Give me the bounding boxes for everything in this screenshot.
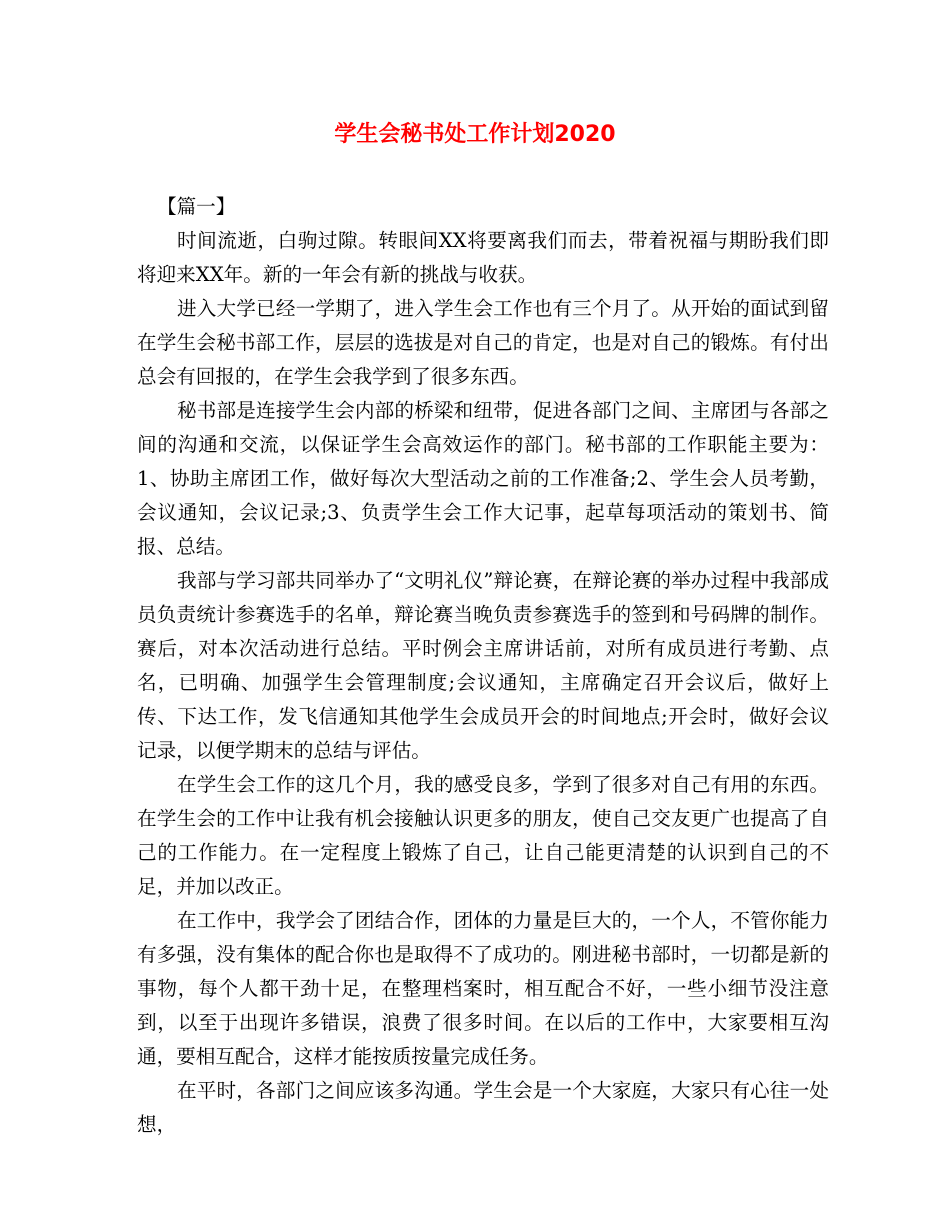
section-label: 【篇一】	[157, 195, 236, 218]
paragraph-1: 时间流逝，白驹过隙。转眼间XX将要离我们而去，带着祝福与期盼我们即将迎来XX年。新的一年会有新的挑战与收获。	[137, 229, 829, 286]
document-title: 学生会秘书处工作计划2020	[334, 122, 616, 147]
paragraph-2: 进入大学已经一学期了，进入学生会工作也有三个月了。从开始的面试到留在学生会秘书部工作，层层的选拔是对自己的肯定，也是对自己的锻炼。有付出总会有回报的，在学生会我学到了很多东西。	[137, 297, 829, 388]
paragraph-7: 在平时，各部门之间应该多沟通。学生会是一个大家庭，大家只有心往一处想，	[137, 1079, 829, 1136]
document-body	[137, 190, 829, 1142]
paragraph-4: 我部与学习部共同举办了“文明礼仪”辩论赛，在辩论赛的举办过程中我部成员负责统计参赛选手的名单，辩论赛当晚负责参赛选手的签到和号码牌的制作。赛后，对本次活动进行总结。平时例会主席讲话前，对所有成员进行考勤、点名，已明确、加强学生会管理制度;会议通知，主席确定召开会议后，做好上传、下达工作，发飞信通知其他学生会成员开会的时间地点;开会时，做好会议记录，以便学期末的总结与评估。	[137, 569, 829, 762]
paragraph-6: 在工作中，我学会了团结合作，团体的力量是巨大的，一个人，不管你能力有多强，没有集体的配合你也是取得不了成功的。刚进秘书部时，一切都是新的事物，每个人都干劲十足，在整理档案时，相互配合不好，一些小细节没注意到，以至于出现许多错误，浪费了很多时间。在以后的工作中，大家要相互沟通，要相互配合，这样才能按质按量完成任务。	[137, 909, 829, 1068]
paragraph-3: 秘书部是连接学生会内部的桥梁和纽带，促进各部门之间、主席团与各部之间的沟通和交流，以保证学生会高效运作的部门。秘书部的工作职能主要为：1、协助主席团工作，做好每次大型活动之前的工作准备;2、学生会人员考勤，会议通知，会议记录;3、负责学生会工作大记事，起草每项活动的策划书、简报、总结。	[137, 399, 829, 558]
paragraph-5: 在学生会工作的这几个月，我的感受良多，学到了很多对自己有用的东西。在学生会的工作中让我有机会接触认识更多的朋友，使自己交友更广也提高了自己的工作能力。在一定程度上锻炼了自己，让自己能更清楚的认识到自己的不足，并加以改正。	[137, 773, 829, 898]
